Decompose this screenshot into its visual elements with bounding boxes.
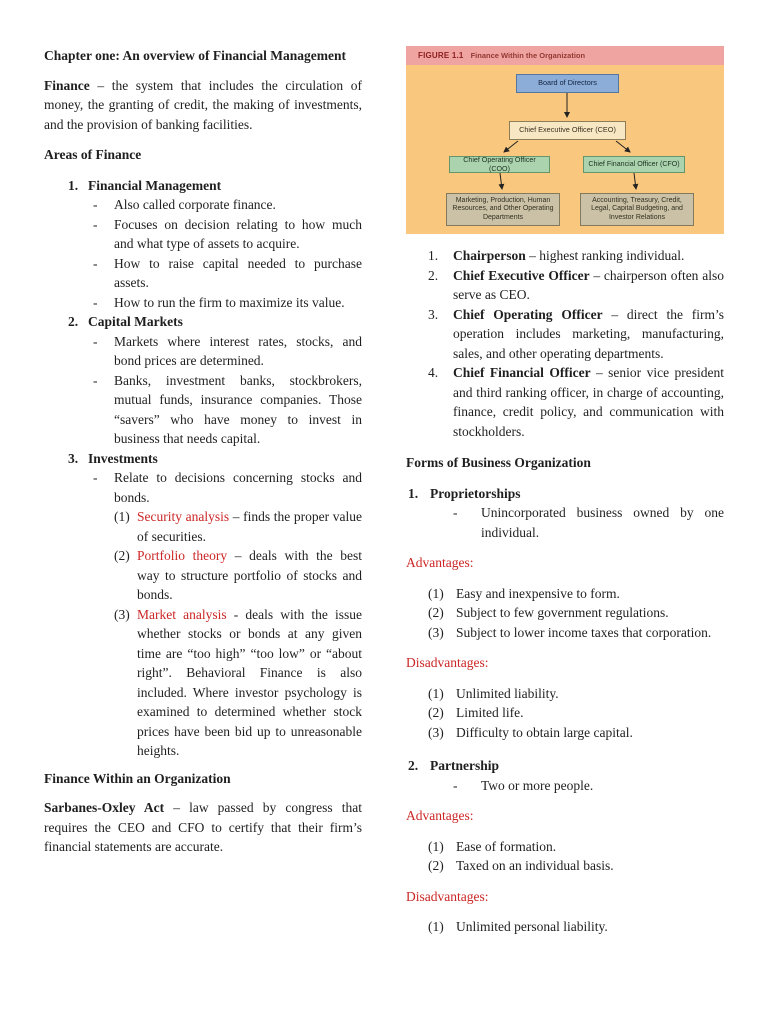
bullet-text: Markets where interest rates, stocks, and bond prices are determined. [114, 333, 362, 368]
node-finance-departments: Accounting, Treasury, Credit, Legal, Capital Budgeting, and Investor Relations [580, 193, 694, 226]
item-number: (2) [428, 605, 444, 620]
advantage-text: Subject to lower income taxes that corporation. [456, 624, 712, 640]
term-market-analysis: Market analysis [137, 606, 227, 622]
dash-marker: - [93, 197, 98, 212]
disadvantage-text: Unlimited liability. [456, 685, 559, 701]
advantage-item [406, 603, 724, 623]
officer-term: Chief Financial Officer [453, 365, 591, 380]
term-portfolio-theory: Portfolio theory [137, 548, 228, 563]
left-column [44, 46, 362, 1024]
form-item-partnership [406, 756, 724, 776]
advantage-item [406, 856, 724, 876]
item-number: 2. [408, 758, 419, 773]
advantages-label: Advantages: [406, 808, 474, 823]
sub-item-text [137, 546, 362, 605]
disadvantage-item [406, 703, 724, 723]
sub-item-number: (3) [114, 606, 130, 622]
org-chart [406, 65, 724, 234]
bullet-text: Banks, investment banks, stockbrokers, mutual funds, insurance companies. Those “savers” who have money to invest in business that needs capital. [114, 372, 362, 446]
disadvantage-item [406, 917, 724, 937]
list-item-financial-management [44, 176, 362, 196]
bullet-item [44, 371, 362, 449]
dash-marker: - [453, 505, 458, 520]
disadvantage-item [406, 684, 724, 704]
advantage-item [406, 837, 724, 857]
disadvantage-item [406, 723, 724, 743]
advantage-text: Subject to few government regulations. [456, 605, 669, 620]
node-chief-financial-officer: Chief Financial Officer (CFO) [583, 156, 685, 173]
officer-term: Chairperson [453, 248, 526, 263]
figure-1-1 [406, 46, 724, 234]
bullet-item [44, 293, 362, 313]
disadvantages-label: Disadvantages: [406, 655, 489, 670]
item-number: (3) [428, 724, 444, 740]
sub-item-market-analysis [44, 605, 362, 761]
officer-term: Chief Executive Officer [453, 267, 590, 283]
item-title: Capital Markets [88, 314, 183, 329]
dash-marker: - [93, 216, 98, 232]
finance-term: Finance [44, 77, 90, 93]
item-title: Investments [88, 450, 158, 466]
node-chief-executive-officer: Chief Executive Officer (CEO) [509, 121, 626, 140]
item-number: 2. [428, 267, 439, 283]
form-item-proprietorships [406, 484, 724, 504]
form-description-text: Unincorporated business owned by one individual. [481, 505, 724, 540]
sub-item-rest: - deals with the issue whether stocks or bonds at any given time are “too high” “too low” or “about right”. Behavioral Finance is also included. Where investor psychology is examined to determined whether stock prices have been bid up to unreasonable heights. [137, 606, 362, 758]
item-number: 1. [428, 248, 439, 263]
form-description [406, 503, 724, 542]
bullet-text: How to run the firm to maximize its value. [114, 294, 345, 310]
dash-marker: - [93, 372, 98, 388]
sarbanes-oxley-text: – law passed by congress that requires the CEO and CFO to certify that their firm’s financial statements are accurate. [44, 800, 362, 854]
sub-item-number: (1) [114, 509, 130, 524]
officer-item-ceo [406, 266, 724, 305]
officer-rest: – senior vice president and third ranking officer, in charge of accounting, finance, credit policy, and communication with stockholders. [453, 365, 724, 439]
form-description-text: Two or more people. [481, 777, 594, 793]
figure-title: Finance Within the Organization [470, 50, 586, 60]
officer-term: Chief Operating Officer [453, 306, 603, 322]
bullet-text: Relate to decisions concerning stocks and bonds. [114, 470, 362, 505]
list-item-investments [44, 449, 362, 469]
term-security-analysis: Security analysis [137, 509, 230, 524]
bullet-text: Also called corporate finance. [114, 197, 276, 212]
item-number: (1) [428, 585, 444, 601]
disadvantages-label: Disadvantages: [406, 888, 489, 904]
dash-marker: - [453, 777, 458, 793]
bullet-item [44, 215, 362, 254]
officer-text [453, 305, 724, 364]
node-operating-departments: Marketing, Production, Human Resources, and Other Operating Departments [446, 193, 560, 226]
bullet-text: Focuses on decision relating to how much and what type of assets to acquire. [114, 216, 362, 251]
areas-of-finance-heading: Areas of Finance [44, 147, 142, 162]
officer-rest: – direct the firm’s operation includes marketing, manufacturing, sales, and other operating departments. [453, 306, 724, 361]
dash-marker: - [93, 333, 98, 349]
forms-of-business-heading: Forms of Business Organization [406, 455, 591, 470]
bullet-item [44, 254, 362, 293]
advantage-text: Taxed on an individual basis. [456, 858, 614, 873]
item-number: 2. [68, 314, 79, 329]
figure-header [406, 46, 724, 65]
item-number: (2) [428, 705, 444, 720]
officer-rest: – highest ranking individual. [525, 248, 685, 263]
disadvantage-text: Difficulty to obtain large capital. [456, 724, 633, 740]
advantage-item [406, 584, 724, 604]
bullet-item [44, 468, 362, 507]
item-number: (3) [428, 624, 444, 640]
sub-item-rest: – deals with the best way to structure portfolio of stocks and bonds. [137, 548, 362, 602]
officer-item-coo [406, 305, 724, 364]
node-chief-operating-officer: Chief Operating Officer (COO) [449, 156, 550, 173]
sub-item-number: (2) [114, 548, 130, 563]
item-number: 1. [68, 177, 79, 193]
item-number: 4. [428, 365, 439, 380]
form-title: Partnership [430, 758, 499, 773]
officer-text [453, 266, 724, 305]
officer-item-cfo [406, 363, 724, 441]
item-number: (1) [428, 685, 444, 701]
finance-within-organization-heading: Finance Within an Organization [44, 770, 231, 786]
item-number: 3. [68, 450, 79, 466]
item-number: (2) [428, 858, 444, 873]
item-number: (1) [428, 838, 444, 854]
officer-text [453, 363, 724, 441]
bullet-text: How to raise capital needed to purchase assets. [114, 255, 362, 290]
list-item-capital-markets [44, 312, 362, 332]
right-column [406, 46, 724, 1024]
dash-marker: - [93, 470, 98, 485]
officer-item-chairperson [406, 246, 724, 266]
form-title: Proprietorships [430, 485, 521, 501]
chapter-heading: Chapter one: An overview of Financial Management [44, 48, 346, 63]
sub-item-text [137, 507, 362, 546]
sub-item-security-analysis [44, 507, 362, 546]
bullet-item [44, 195, 362, 215]
bullet-item [44, 332, 362, 371]
sub-item-text [137, 605, 362, 761]
advantage-item [406, 623, 724, 643]
sarbanes-oxley-term: Sarbanes-Oxley Act [44, 800, 165, 815]
sub-item-portfolio-theory [44, 546, 362, 605]
advantage-text: Ease of formation. [456, 838, 557, 854]
finance-definition [44, 76, 362, 135]
advantages-label: Advantages: [406, 555, 474, 570]
form-description [406, 776, 724, 796]
sub-item-rest: – finds the proper value of securities. [137, 509, 362, 544]
node-board-of-directors: Board of Directors [516, 74, 619, 93]
sarbanes-oxley-paragraph [44, 798, 362, 857]
dash-marker: - [93, 255, 98, 271]
item-number: 3. [428, 306, 439, 322]
item-number: 1. [408, 485, 419, 501]
advantage-text: Easy and inexpensive to form. [456, 585, 620, 601]
item-title: Financial Management [88, 177, 222, 193]
officers-list [406, 246, 724, 441]
dash-marker: - [93, 294, 98, 310]
disadvantage-text: Limited life. [456, 705, 524, 720]
officer-rest: – chairperson often also serve as CEO. [453, 267, 724, 302]
figure-label: FIGURE 1.1 [418, 50, 464, 60]
officer-text [453, 246, 724, 266]
finance-definition-text: – the system that includes the circulation of money, the granting of credit, the making of investments, and the provision of banking facilities. [44, 77, 362, 132]
disadvantage-text: Unlimited personal liability. [456, 919, 608, 934]
item-number: (1) [428, 919, 444, 934]
